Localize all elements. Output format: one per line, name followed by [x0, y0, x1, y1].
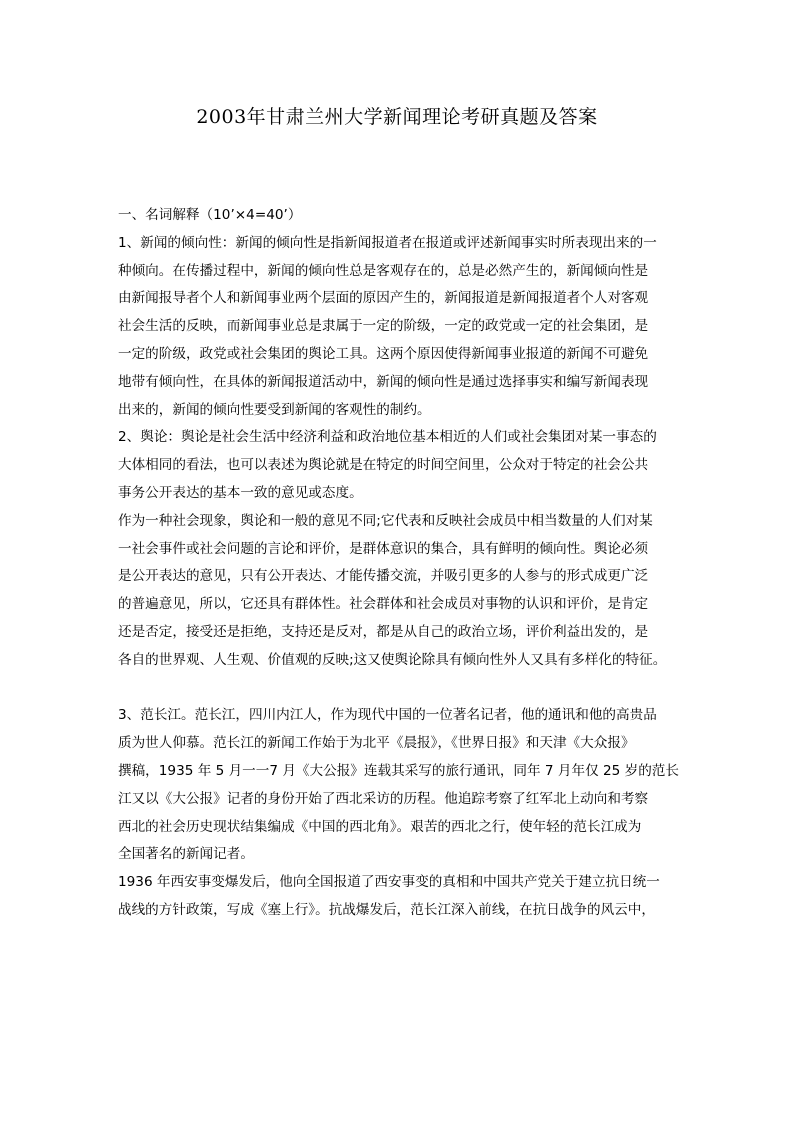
paragraph-line: 一定的阶级，政党或社会集团的舆论工具。这两个原因使得新闻事业报道的新闻不可避免 — [118, 345, 649, 362]
paragraph-line: 还是否定，接受还是拒绝，支持还是反对，都是从自己的政治立场，评价利益出发的，是 — [118, 623, 649, 640]
paragraph-line: 各自的世界观、人生观、价值观的反映;这又使舆论除具有倾向性外人又具有多样化的特征。 — [118, 651, 667, 668]
paragraph-line: 全国著名的新闻记者。 — [118, 846, 254, 863]
paragraph-line: 出来的，新闻的倾向性要受到新闻的客观性的制约。 — [118, 401, 431, 418]
paragraph-line: 江又以《大公报》记者的身份开始了西北采访的历程。他追踪考察了红军北上动向和考察 — [118, 790, 649, 807]
paragraph-line: 2、舆论：舆论是社会生活中经济利益和政治地位基本相近的人们或社会集团对某一事态的 — [118, 429, 657, 446]
paragraph-line: 的普遍意见，所以，它还具有群体性。社会群体和社会成员对事物的认识和评价，是肯定 — [118, 596, 649, 613]
paragraph-gap — [118, 675, 688, 703]
paragraph-line: 质为世人仰慕。范长江的新闻工作始于为北平《晨报》，《世界日报》和天津《大众报》 — [118, 735, 635, 752]
paragraph-line: 一社会事件或社会问题的言论和评价，是群体意识的集合，具有鲜明的倾向性。舆论必须 — [118, 540, 649, 557]
paragraph-line: 作为一种社会现象，舆论和一般的意见不同;它代表和反映社会成员中相当数量的人们对某 — [118, 512, 653, 529]
paragraph-line: 1、新闻的倾向性：新闻的倾向性是指新闻报道者在报道或评述新闻事实时所表现出来的一 — [118, 234, 657, 251]
paragraph-line: 3、范长江。范长江，四川内江人，作为现代中国的一位著名记者，他的通讯和他的高贵品 — [118, 707, 657, 724]
paragraph-line: 种倾向。在传播过程中，新闻的倾向性总是客观存在的，总是必然产生的，新闻倾向性是 — [118, 262, 649, 279]
section-heading: 一、名词解释（10’×4=40’） — [118, 207, 302, 223]
paragraph-line: 1936 年西安事变爆发后，他向全国报道了西安事变的真相和中国共产党关于建立抗日统一 — [118, 874, 660, 891]
document-body — [118, 202, 688, 925]
paragraph-line: 大体相同的看法，也可以表述为舆论就是在特定的时间空间里，公众对于特定的社会公共 — [118, 457, 649, 474]
paragraph-line: 是公开表达的意见，只有公开表达、才能传播交流，并吸引更多的人参与的形式成更广泛 — [118, 568, 649, 585]
paragraph-line: 社会生活的反映，而新闻事业总是隶属于一定的阶级，一定的政党或一定的社会集团，是 — [118, 318, 649, 335]
document-title: 2003年甘肃兰州大学新闻理论考研真题及答案 — [196, 106, 598, 128]
paragraph-line: 西北的社会历史现状结集编成《中国的西北角》。艰苦的西北之行，使年轻的范长江成为 — [118, 818, 642, 835]
paragraph-line: 事务公开表达的基本一致的意见或态度。 — [118, 484, 363, 501]
paragraph-line: 地带有倾向性，在具体的新闻报道活动中，新闻的倾向性是通过选择事实和编写新闻表现 — [118, 373, 649, 390]
paragraph-line: 战线的方针政策，写成《塞上行》。抗战爆发后，范长江深入前线，在抗日战争的风云中， — [118, 901, 655, 918]
paragraph-line: 由新闻报导者个人和新闻事业两个层面的原因产生的，新闻报道是新闻报道者个人对客观 — [118, 290, 649, 307]
paragraph-line: 撰稿，1935 年 5 月一一7 月《大公报》连载其采写的旅行通讯，同年 7 月年仅 25 岁的范长 — [118, 762, 679, 779]
